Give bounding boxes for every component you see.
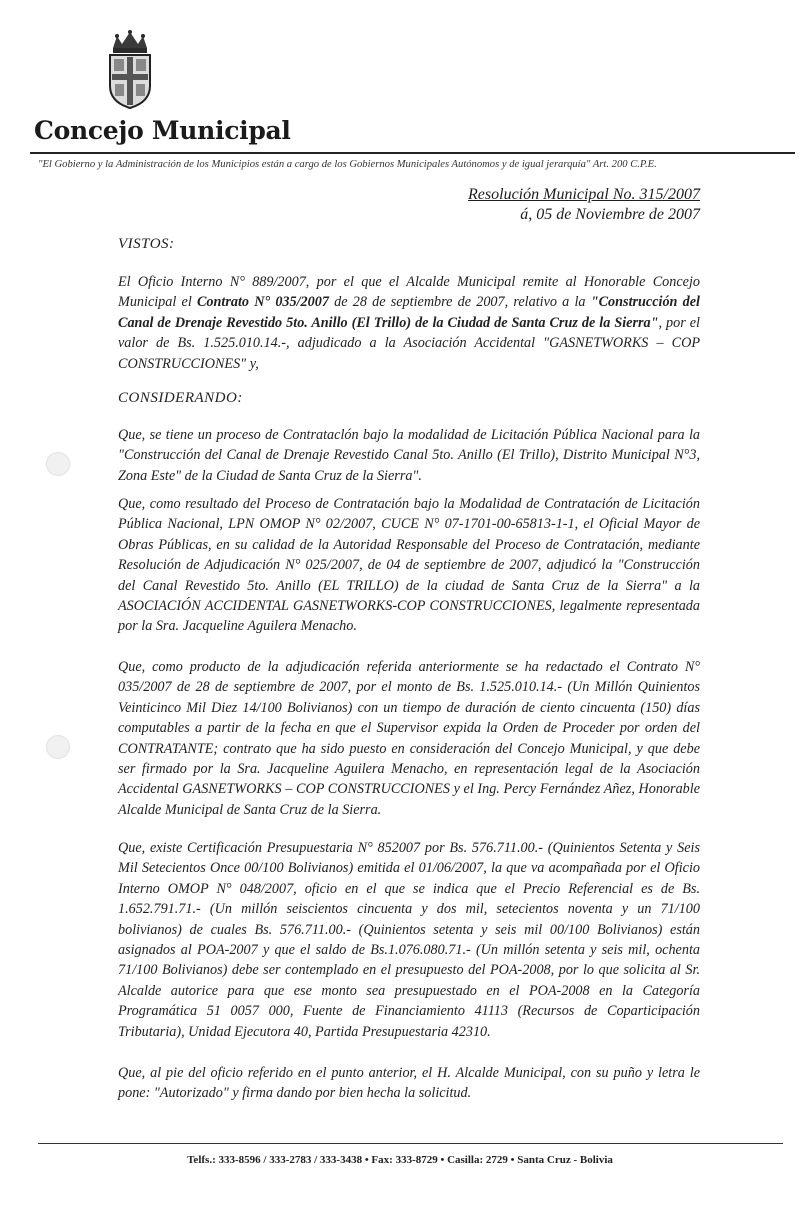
punch-hole bbox=[46, 452, 70, 476]
vistos-heading: VISTOS: bbox=[118, 236, 175, 252]
vistos-paragraph bbox=[118, 272, 700, 374]
punch-hole bbox=[46, 735, 70, 759]
contract-number: Contrato N° 035/2007 bbox=[196, 294, 329, 311]
coat-of-arms-icon bbox=[105, 28, 155, 110]
resolution-number: Resolución Municipal No. 315/2007 bbox=[468, 186, 700, 203]
footer-contact: Telfs.: 333-8596 / 333-2783 / 333-3438 • Fax: 333-8729 • Casilla: 2729 • Santa Cruz - Bolivia bbox=[187, 1154, 613, 1166]
considerando-heading: CONSIDERANDO: bbox=[118, 390, 243, 406]
vistos-text-a: El Oficio Interno N° 889/2007, por el que el Alcalde Municipal remite al Honorable Concejo Municipal el bbox=[118, 274, 700, 311]
vistos-text-c: de 28 de septiembre de 2007, relativo a la bbox=[328, 294, 591, 311]
considerando-paragraph-4: Que, existe Certificación Presupuestaria N° 852007 por Bs. 576.711.00.- (Quinientos Setenta y Seis Mil Setecientos Once 00/100 Bolivianos) emitida el 01/06/2007, la que va acompañada por el Oficio Interno OMOP N° 048/2007, oficio en el que se indica que el Precio Referencial es de Bs. 1.652.791.71.- (Un millón seiscientos cincuenta y dos mil, setecientos noventa y un 71/100 bolivianos) de cuales Bs. 576.711.00.- (Quinientos setenta y seis mil 00/100 Bolivianos) están asignados al POA-2007 y que el saldo de Bs.1.076.080.71.- (Un millón setenta y seis mil, ochenta 71/100 Bolivianos) debe ser contemplado en el presupuesto del POA-2008, por lo que solicita al Sr. Alcalde autorice para que ese monto sea presupuestado en el POA-2008 en la Categoría Programática 51 0057 000, Fuente de Financiamiento 41113 (Recursos de Coparticipación Tributaria), Unidad Ejecutora 40, Partida Presupuestaria 42310. bbox=[118, 840, 700, 1040]
project-title: "Construcción del Canal de Drenaje Revestido 5to. Anillo (El Trillo) de la Ciudad de Santa Cruz de la Sierra" bbox=[118, 294, 700, 331]
organization-name: Concejo Municipal bbox=[34, 116, 291, 145]
vistos-text-e: , por el valor de Bs. 1.525.010.14.-, adjudicado a la Asociación Accidental "GASNETWORKS – COP CONSTRUCCIONES" y, bbox=[118, 314, 700, 372]
header-motto: "El Gobierno y la Administración de los Municipios están a cargo de los Gobiernos Municipales Autónomos y de igual jerarquía" Art. 200 C.P.E. bbox=[38, 159, 657, 170]
considerando-paragraph-2: Que, como resultado del Proceso de Contratación bajo la Modalidad de Contratación de Licitación Pública Nacional, LPN OMOP N° 02/2007, CUCE N° 07-1701-00-65813-1-1, el Oficial Mayor de Obras Públicas, en su calidad de la Autoridad Responsable del Proceso de Contratación, mediante Resolución de Adjudicación N° 025/2007, de 04 de septiembre de 2007, adjudicó la "Construcción del Canal Revestido 5to. Anillo (EL TRILLO) de la ciudad de Santa Cruz de la Sierra" a la ASOCIACIÓN ACCIDENTAL GASNETWORKS-COP CONSTRUCCIONES, legalmente representada por la Sra. Jacqueline Aguilera Menacho. bbox=[118, 496, 700, 635]
footer-divider bbox=[38, 1143, 783, 1144]
header-divider bbox=[30, 152, 795, 154]
resolution-reference bbox=[468, 185, 700, 225]
resolution-date: á, 05 de Noviembre de 2007 bbox=[520, 206, 700, 223]
considerando-paragraph-3: Que, como producto de la adjudicación referida anteriormente se ha redactado el Contrato N° 035/2007 de 28 de septiembre de 2007, por el monto de Bs. 1.525.010.14.- (Un Millón Quinientos Veinticinco Mil Diez 14/100 Bolivianos) con un tiempo de duración de ciento cincuenta (150) días computables a partir de la fecha en que el Supervisor expida la Orden de Proceder por orden del CONTRATANTE; contrato que ha sido puesto en consideración del Concejo Municipal, y que debe ser firmado por la Sra. Jacqueline Aguilera Menacho, en representación legal de la Asociación Accidental GASNETWORKS – COP CONSTRUCCIONES y el Ing. Percy Fernández Añez, Honorable Alcalde Municipal de Santa Cruz de la Sierra. bbox=[118, 659, 700, 818]
considerando-paragraph-5: Que, al pie del oficio referido en el punto anterior, el H. Alcalde Municipal, con su puño y letra le pone: "Autorizado" y firma dando por bien hecha la solicitud. bbox=[118, 1065, 700, 1102]
considerando-paragraph-1: Que, se tiene un proceso de Contrataclón bajo la modalidad de Licitación Pública Nacional para la "Construcción del Canal de Drenaje Revestido Canal 5to. Anillo (El Trillo), Distrito Municipal N°3, Zona Este" de la Ciudad de Santa Cruz de la Sierra". bbox=[118, 427, 700, 484]
